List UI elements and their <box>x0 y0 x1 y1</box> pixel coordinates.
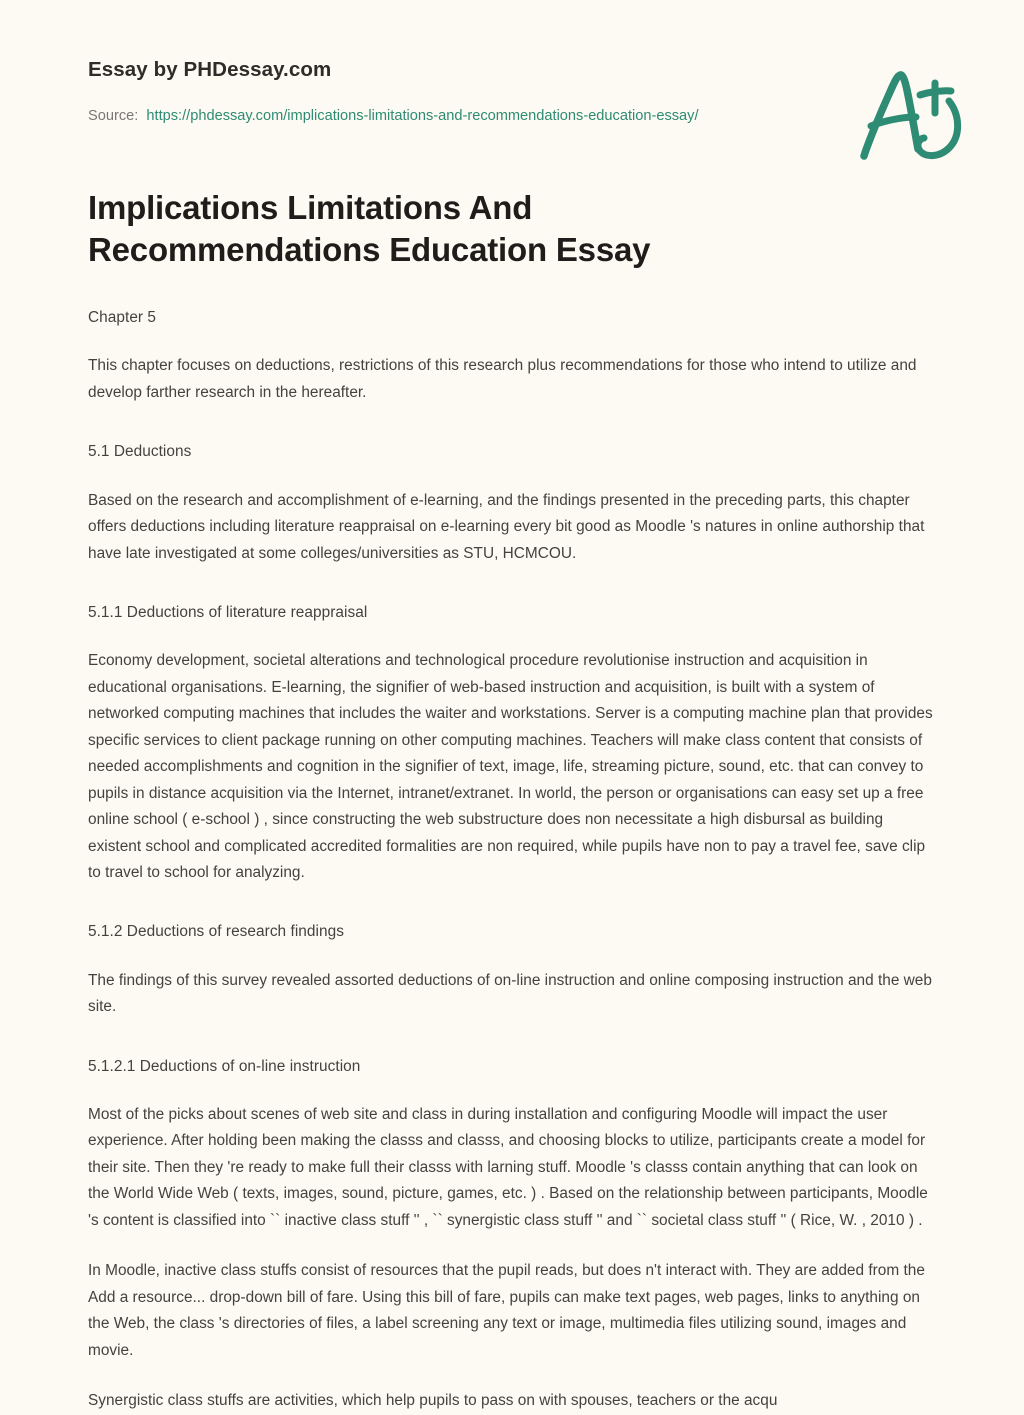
article-body <box>88 187 936 1415</box>
article-blocks <box>88 306 936 1414</box>
section-heading: 5.1.1 Deductions of literature reappraisal <box>88 604 368 621</box>
section-heading: Chapter 5 <box>88 309 157 327</box>
brand-title: Essay by PHDessay.com <box>88 58 332 81</box>
source-label: Source: <box>88 107 139 124</box>
source-url-link[interactable]: https://phdessay.com/implications-limitations-and-recommendations-education-essay/ <box>146 107 699 124</box>
page-title: Implications Limitations And Recommendations Education Essay <box>88 188 651 269</box>
paragraph: Economy development, societal alterations and technological procedure revolutionise instruction and acquisition in educational organisations. E-learning, the signifier of web-based instruction and acquisition, is built with a system of networked computing machines that includes the waiter and workstations. Server is a computing machine plan that provides specific services to client package running on other computing machines. Teachers will make class content that consists of needed accomplishments and cognition in the signifier of text, image, life, streaming picture, sound, etc. that can convey to pupils in distance acquisition via the Internet, intranet/extranet. In world, the person or organisations can easy set up a free online school ( e-school ) , since constructing the web substructure does non necessitate a high disbursal as building existent school and complicated accredited formalities are non required, while pupils have non to pay a travel fee, save clip to travel to school for analyzing. <box>88 652 933 881</box>
header-inner <box>88 58 948 130</box>
paragraph: The findings of this survey revealed assorted deductions of on-line instruction and online composing instruction and the web site. <box>88 971 932 1016</box>
paragraph: Most of the picks about scenes of web site and class in during installation and configuring Moodle will impact the user experience. After holding been making the classs and classs, and choosing blocks to utilize, participants create a model for their site. Then they 're ready to make full their classs with larning stuff. Moodle 's classs contain anything that can look on the World Wide Web ( texts, images, sound, picture, games, etc. ) . Based on the relationship between participants, Moodle 's content is classified into `` inactive class stuff '' , `` synergistic class stuff '' and `` societal class stuff '' ( Rice, W. , 2010 ) . <box>88 1105 928 1229</box>
section-heading: 5.1 Deductions <box>88 443 192 461</box>
paragraph: This chapter focuses on deductions, restrictions of this research plus recommendations for those who intend to utilize and develop farther research in the hereafter. <box>88 357 917 401</box>
section-heading: 5.1.2 Deductions of research findings <box>88 923 344 941</box>
page-header <box>0 0 1024 130</box>
paragraph: Based on the research and accomplishment of e-learning, and the findings presented in the preceding parts, this chapter offers deductions including literature reappraisal on e-learning every bit good as Moodle 's natures in online authorship that have late investigated at some colleges/universities as STU, HCMCOU. <box>88 491 925 562</box>
section-heading: 5.1.2.1 Deductions of on-line instruction <box>88 1057 361 1075</box>
paragraph-truncated: Synergistic class stuffs are activities, which help pupils to pass on with spouses, teachers or the acqu <box>88 1392 778 1410</box>
paragraph: In Moodle, inactive class stuffs consist of resources that the pupil reads, but does n't interact with. They are added from the Add a resource... drop-down bill of fare. Using this bill of fare, pupils can make text pages, web pages, links to anything on the Web, the class 's directories of files, a label screening any text or image, multimedia files utilizing sound, images and movie. <box>88 1262 925 1359</box>
source-line <box>88 103 758 130</box>
